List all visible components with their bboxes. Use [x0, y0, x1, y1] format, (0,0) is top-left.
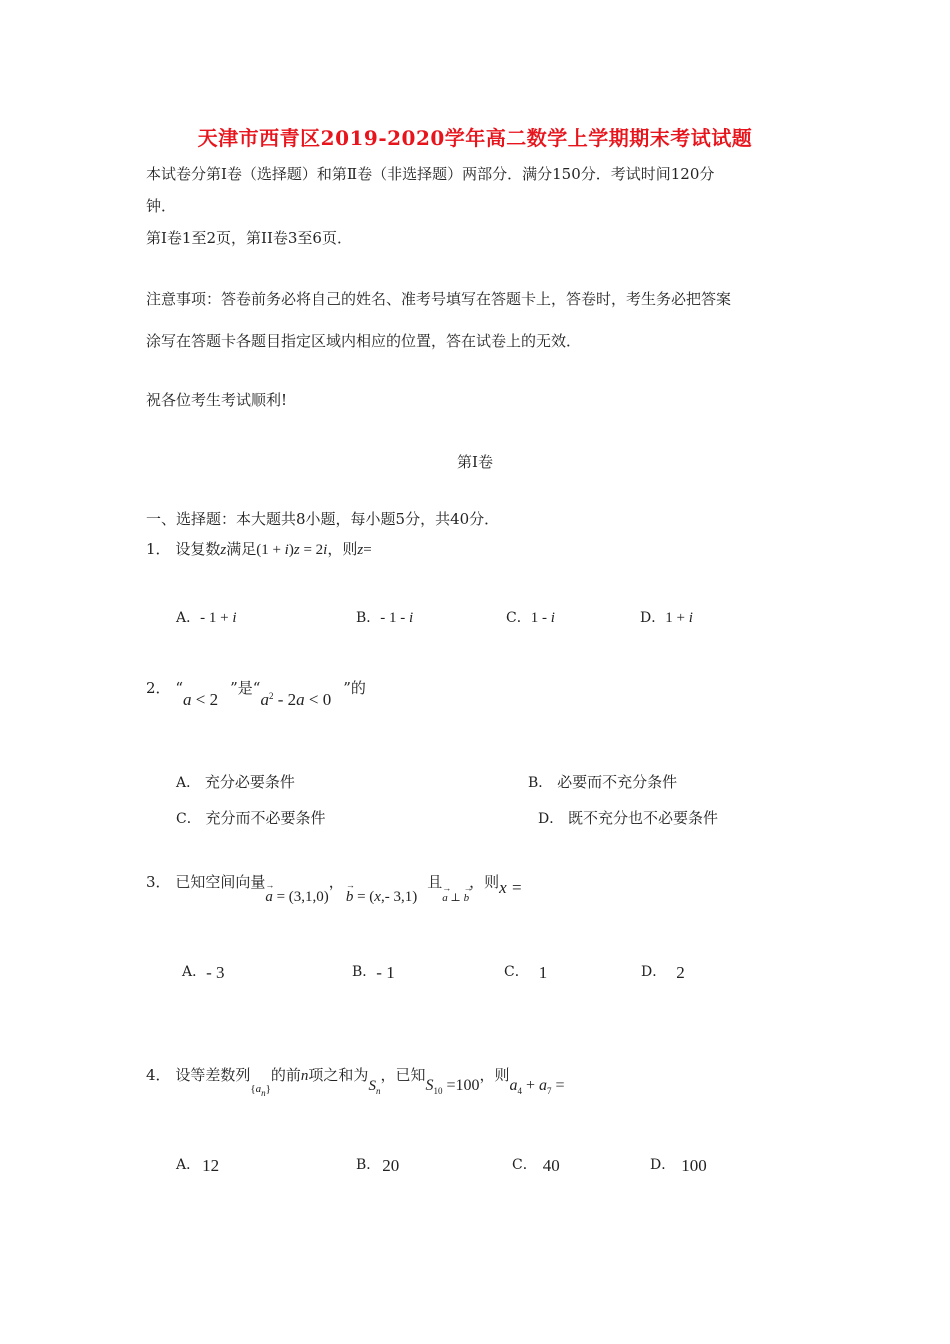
sum-expr [368, 1078, 380, 1095]
math-var: x [499, 878, 507, 897]
q3-option-d [641, 961, 685, 981]
question-text: 且 [427, 873, 443, 891]
math-subscript: n [261, 1088, 266, 1098]
math-var: i [550, 610, 555, 626]
notice-line-2: 涂写在答题卡各题目指定区域内相应的位置，答在试卷上的无效． [146, 332, 582, 350]
math-subscript: n [375, 1086, 381, 1096]
notice-line-1: 注意事项：答卷前务必将自己的姓名、准考号填写在答题卡上，答卷时，考生务必把答案 [146, 290, 732, 308]
math-var: a [539, 1077, 548, 1094]
option-label: A． [182, 964, 207, 980]
option-label: B． [528, 775, 553, 791]
condition-expr-1 [183, 690, 218, 710]
math-var: z [220, 542, 227, 558]
math-expr: = [363, 542, 372, 558]
condition-expr-2 [260, 690, 331, 710]
option-label: A． [176, 775, 201, 791]
question-text: 设等差数列 [175, 1066, 251, 1084]
question-text: 已知空间向量 [175, 873, 266, 891]
math-var: i [688, 610, 693, 626]
option-label: D． [538, 811, 564, 827]
math-exponent: 2 [268, 691, 274, 701]
option-text: 充分必要条件 [204, 773, 295, 791]
option-label: A． [176, 1157, 201, 1173]
option-label: B． [352, 964, 377, 980]
math-var: S [425, 1077, 434, 1094]
math-expr: < 2 [191, 690, 219, 709]
math-var: a [183, 690, 192, 709]
option-value: - 1 + [200, 610, 233, 626]
sum10-expr [425, 1077, 479, 1095]
option-value: 12 [202, 1156, 220, 1175]
part-one-heading: 一、选择题：本大题共8小题，每小题5分，共40分． [146, 510, 500, 528]
question-4 [146, 1064, 565, 1098]
math-var: a [255, 1083, 262, 1095]
option-label: D． [650, 1157, 676, 1173]
math-var: z [357, 542, 364, 558]
question-text: ，则 [479, 1066, 510, 1084]
option-value: 100 [681, 1156, 707, 1175]
math-expr: = (3,1,0) [272, 889, 329, 905]
math-var: x [374, 889, 381, 905]
question-number: 1． [146, 540, 171, 558]
option-value: 1 - [530, 610, 551, 626]
quote-open: “ [175, 679, 183, 697]
question-2 [146, 677, 366, 709]
question-number: 2． [146, 679, 171, 697]
math-subscript: 10 [433, 1086, 443, 1096]
q2-option-a [176, 771, 295, 792]
option-value: 1 [538, 963, 548, 982]
math-var: n [300, 1068, 309, 1084]
intro-line-1: 本试卷分第Ⅰ卷（选择题）和第Ⅱ卷（非选择题）两部分．满分150分．考试时间120分 [146, 165, 715, 183]
option-label: B． [356, 1157, 381, 1173]
question-text: ， [328, 873, 344, 891]
option-value: 2 [676, 963, 685, 982]
math-expr: ) [288, 542, 294, 558]
question-text: 满足 [226, 540, 257, 558]
math-var: a [509, 1077, 518, 1094]
quote-close: ”是“ [230, 679, 261, 697]
option-value: 40 [542, 1156, 560, 1175]
math-expr: = 2 [299, 542, 324, 558]
math-var: i [284, 542, 289, 558]
q2-option-b [528, 771, 677, 792]
sequence-expr [250, 1083, 271, 1098]
vector-a-def [265, 889, 328, 906]
option-label: B． [356, 610, 381, 626]
option-text: 既不充分也不必要条件 [568, 809, 719, 827]
question-text: 项之和为 [308, 1066, 369, 1084]
math-expr: - 2 [273, 690, 297, 709]
vector-var: → a [265, 889, 273, 906]
math-subscript: 4 [517, 1086, 522, 1096]
math-expr: } [265, 1083, 271, 1095]
q2-option-c [176, 807, 326, 828]
option-text: 充分而不必要条件 [205, 809, 326, 827]
section-heading: 第Ⅰ卷 [457, 453, 493, 471]
q1-option-d [640, 607, 693, 627]
option-value: 20 [382, 1156, 400, 1175]
perp-expr [442, 891, 469, 904]
math-expr: { [250, 1083, 256, 1095]
q3-option-a [182, 961, 225, 981]
q2-option-d [538, 807, 718, 828]
page-title: 天津市西青区2019-2020学年高二数学上学期期末考试试题 [197, 126, 753, 150]
option-label: C． [176, 811, 201, 827]
math-var: i [409, 610, 414, 626]
answer-expr [510, 1077, 565, 1095]
vector-var: → b [464, 892, 470, 904]
math-var: a [296, 690, 305, 709]
math-expr: = [512, 878, 522, 897]
math-expr: = ( [353, 889, 375, 905]
math-expr: ,- 3,1) [380, 889, 418, 905]
option-label: C． [504, 964, 529, 980]
question-text: 的前 [270, 1066, 301, 1084]
math-var: a [260, 690, 269, 709]
question-number: 3． [146, 873, 171, 891]
intro-line-2: 钟． [146, 197, 177, 215]
math-var: i [232, 610, 237, 626]
question-text: ，则 [327, 540, 358, 558]
answer-expr [499, 878, 522, 898]
q1-option-c [506, 607, 555, 627]
option-text: 必要而不充分条件 [557, 773, 678, 791]
intro-line-3: 第Ⅰ卷1至2页，第II卷3至6页． [146, 229, 352, 247]
math-expr: =100 [442, 1077, 480, 1094]
q4-option-d [650, 1154, 707, 1174]
question-number: 4． [146, 1066, 171, 1084]
option-label: D． [641, 964, 667, 980]
q1-option-a [176, 607, 237, 627]
question-text: ，则 [469, 873, 500, 891]
option-value: 1 + [665, 610, 689, 626]
q3-option-b [352, 961, 395, 981]
option-value: - 3 [206, 963, 225, 982]
option-label: C． [512, 1157, 537, 1173]
q1-option-b [356, 607, 413, 627]
quote-end: ”的 [343, 679, 366, 697]
math-expr: (1 + [256, 542, 285, 558]
vector-var: → a [442, 892, 448, 904]
wish-line: 祝各位考生考试顺利! [146, 391, 288, 409]
question-text: ，已知 [380, 1066, 426, 1084]
q4-option-c [512, 1154, 560, 1174]
math-expr: + [522, 1077, 540, 1094]
math-expr: < 0 [304, 690, 332, 709]
question-3 [146, 871, 522, 905]
option-label: A． [176, 610, 201, 626]
q4-option-b [356, 1154, 399, 1174]
option-label: D． [640, 610, 666, 626]
math-var: z [293, 542, 300, 558]
math-expr: = [551, 1077, 565, 1094]
math-var: S [368, 1078, 376, 1094]
vector-b-def [346, 889, 417, 906]
math-expr: ⊥ [447, 892, 464, 904]
option-label: C． [506, 610, 531, 626]
question-1 [146, 538, 372, 559]
math-var: i [323, 542, 328, 558]
math-subscript: 7 [547, 1086, 552, 1096]
question-text: 设复数 [175, 540, 221, 558]
option-value: - 1 - [380, 610, 410, 626]
q4-option-a [176, 1154, 219, 1174]
option-value: - 1 [376, 963, 395, 982]
vector-var: → b [346, 889, 354, 906]
q3-option-c [504, 961, 547, 981]
